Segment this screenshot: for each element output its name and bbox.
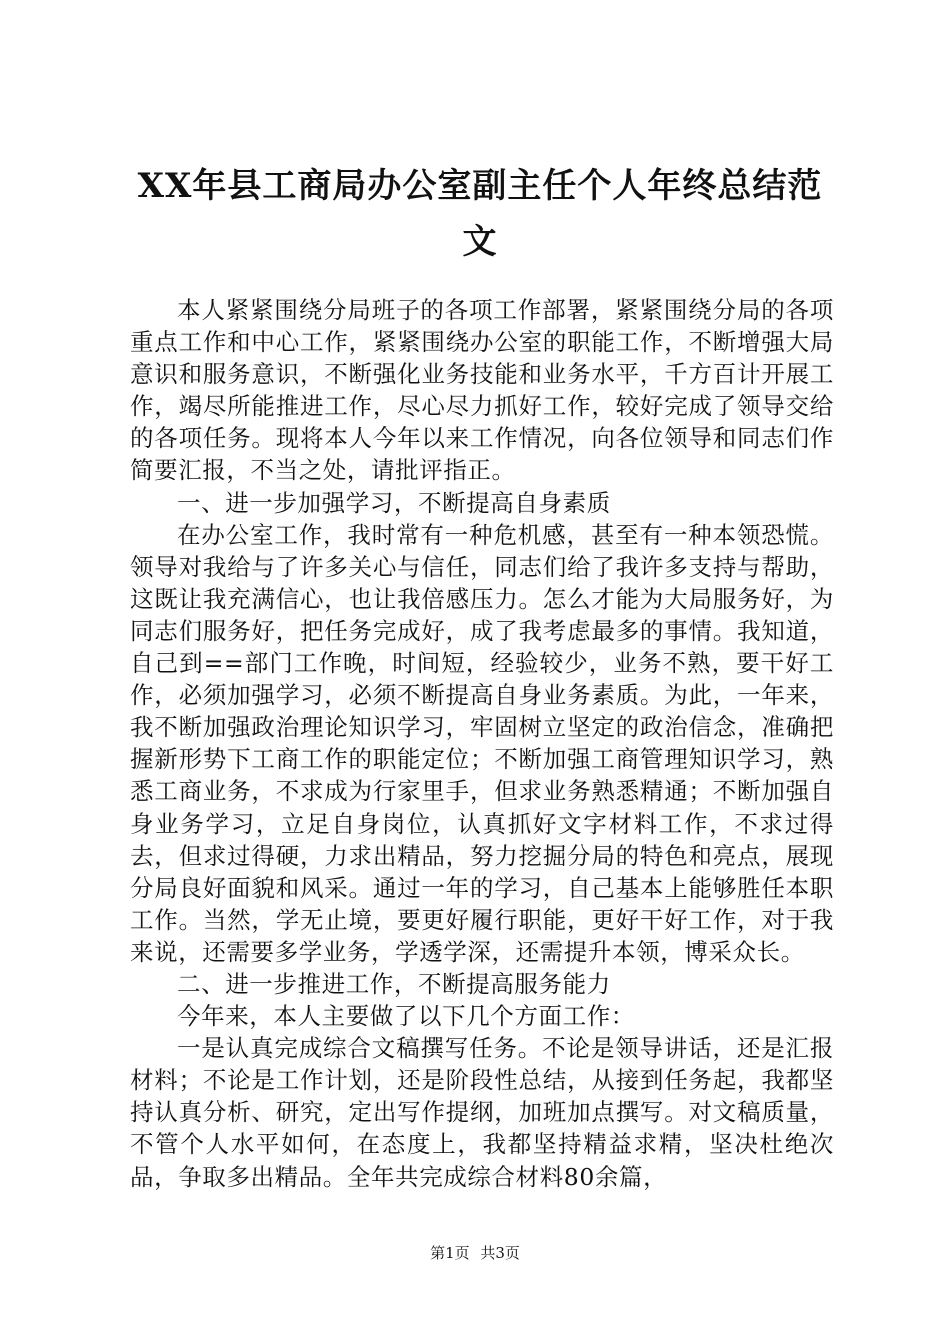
page-number: 第1页: [430, 1244, 470, 1262]
paragraph-work-intro: 今年来，本人主要做了以下几个方面工作：: [177, 1002, 635, 1031]
document-title: XX年县工商局办公室副主任个人年终总结范文: [137, 166, 823, 262]
paragraph-writing-task: 一是认真完成综合文稿撰写任务。不论是领导讲话，还是汇报材料；不论是工作计划，还是阶段性总结，从接到任务起，我都坚持认真分析、研究，定出写作提纲，加班加点撰写。对文稿质量，不管个人水平如何，在态度上，我都坚持精益求精，坚决杜绝次品，争取多出精品。全年共完成综合材料80余篇，: [130, 1034, 834, 1191]
document-body: [130, 294, 834, 1193]
page-total: 共3页: [480, 1244, 520, 1262]
section-heading-2: 二、进一步推进工作，不断提高服务能力: [177, 969, 611, 998]
section-heading-1: 一、进一步加强学习，不断提高自身素质: [177, 488, 611, 517]
paragraph-intro: 本人紧紧围绕分局班子的各项工作部署，紧紧围绕分局的各项重点工作和中心工作，紧紧围绕办公室的职能工作，不断增强大局意识和服务意识，不断强化业务技能和业务水平，千方百计开展工作，竭尽所能推进工作，尽心尽力抓好工作，较好完成了领导交给的各项任务。现将本人今年以来工作情况，向各位领导和同志们作简要汇报，不当之处，请批评指正。: [130, 296, 834, 485]
page-footer: [0, 1243, 950, 1263]
paragraph-study: 在办公室工作，我时常有一种危机感，甚至有一种本领恐慌。领导对我给与了许多关心与信任，同志们给了我许多支持与帮助，这既让我充满信心，也让我倍感压力。怎么才能为大局服务好，为同志们服务好，把任务完成好，成了我考虑最多的事情。我知道，自己到==部门工作晚，时间短，经验较少，业务不熟，要干好工作，必须加强学习，必须不断提高自身业务素质。为此，一年来，我不断加强政治理论知识学习，牢固树立坚定的政治信念，准确把握新形势下工商工作的职能定位；不断加强工商管理知识学习，熟悉工商业务，不求成为行家里手，但求业务熟悉精通；不断加强自身业务学习，立足自身岗位，认真抓好文字材料工作，不求过得去，但求过得硬，力求出精品，努力挖掘分局的特色和亮点，展现分局良好面貌和风采。通过一年的学习，自己基本上能够胜任本职工作。当然，学无止境，要更好履行职能，更好干好工作，对于我来说，还需要多学业务，学透学深，还需提升本领，博采众长。: [130, 520, 834, 966]
